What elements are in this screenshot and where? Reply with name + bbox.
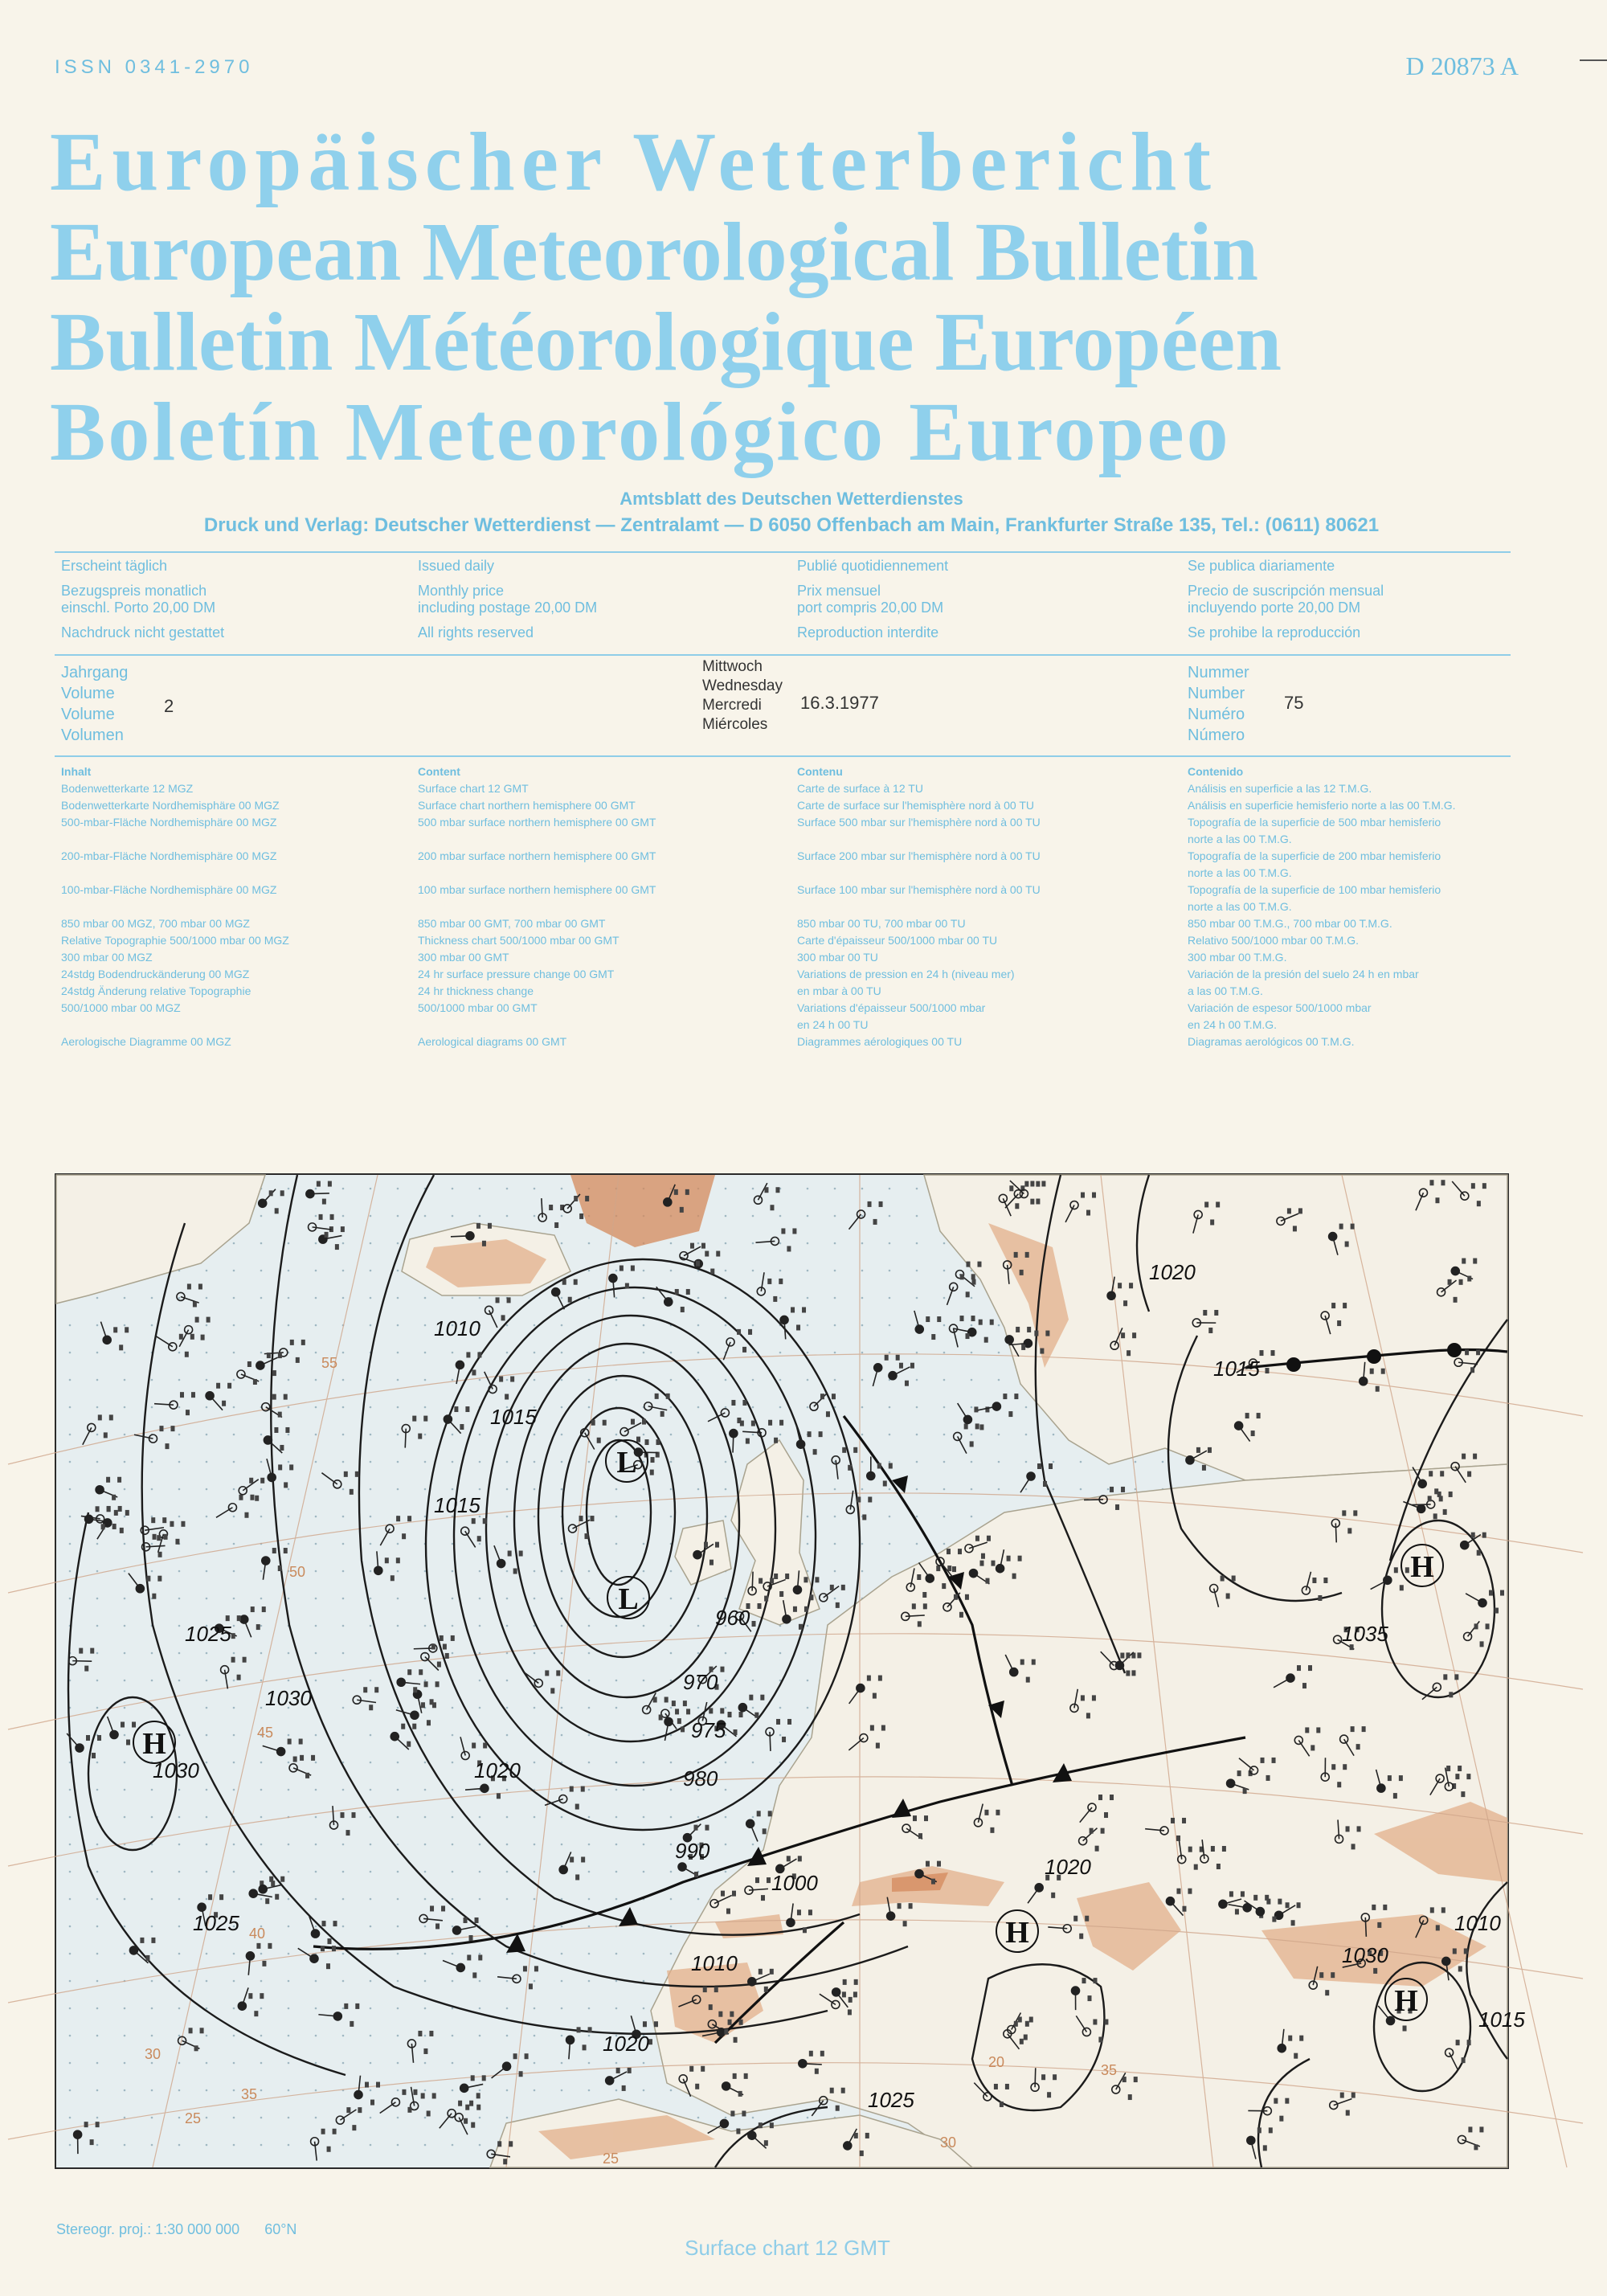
volume-label: Jahrgang [61,664,129,681]
contents-item: 24 hr thickness change [418,984,534,997]
info-line: Reproduction interdite [797,624,939,641]
surface-weather-map [55,1173,1525,2169]
isobar-label: 990 [675,1839,710,1863]
isobar-label: 1015 [1213,1357,1260,1381]
issn-number: ISSN 0341-2970 [55,56,254,78]
contents-item: 24stdg Bodendruckänderung 00 MGZ [61,968,250,980]
contents-item: Diagramas aerológicos 00 T.M.G. [1188,1035,1355,1048]
info-line: Erscheint täglich [61,558,168,574]
info-line: including postage 20,00 DM [418,600,598,616]
weekday-labels [702,657,783,735]
info-line: Prix mensuel [797,583,881,599]
volume-labels [61,662,128,746]
info-french [797,558,948,641]
contents-item [418,898,763,915]
contents-item: en 24 h 00 TU [797,1018,869,1031]
contents-item [61,1017,407,1033]
contents-item: Variación de espesor 500/1000 mbar [1188,1001,1372,1014]
number-label: Nummer [1188,664,1249,681]
contents-item: 500-mbar-Fläche Nordhemisphäre 00 MGZ [61,816,277,829]
contents-item: Diagrammes aérologiques 00 TU [797,1035,963,1048]
contents-item: Carte d'épaisseur 500/1000 mbar 00 TU [797,934,998,947]
contents-item [797,898,1143,915]
info-line: port compris 20,00 DM [797,600,944,616]
isobar-label: 1030 [1342,1943,1388,1967]
latitude-label: 55 [321,1355,338,1371]
volume-label: Volume [61,685,115,702]
center-letter: H [142,1727,166,1761]
info-spanish [1188,558,1384,641]
contents-item: Topografía de la superficie de 100 mbar hemisferio [1188,883,1441,896]
contents-item [418,831,763,848]
info-german [61,558,224,641]
map-caption: Surface chart 12 GMT [685,2236,890,2260]
isobar-label: 1010 [1454,1911,1501,1935]
official-gazette-line: Amtsblatt des Deutschen Wetterdienstes [619,489,963,509]
center-letter: L [618,1582,639,1616]
projection-label: Stereogr. proj.: 1:30 000 000 [56,2221,240,2237]
number-label: Número [1188,726,1245,744]
contents-item: 100-mbar-Fläche Nordhemisphäre 00 MGZ [61,883,277,896]
front-bump [1447,1343,1462,1357]
weekday-label: Mittwoch [702,658,763,675]
info-line: All rights reserved [418,624,534,641]
contents-item: 24 hr surface pressure change 00 GMT [418,968,615,980]
info-english [418,558,597,641]
contents-item: Bodenwetterkarte 12 MGZ [61,782,194,795]
title-german: Europäischer Wetterbericht [50,116,1217,208]
contents-item: norte a las 00 T.M.G. [1188,900,1292,913]
latitude-label: 40 [249,1926,266,1942]
issue-date: 16.3.1977 [800,693,879,713]
contents-item: 850 mbar 00 T.M.G., 700 mbar 00 T.M.G. [1188,917,1392,930]
isobar-label: 1020 [1149,1260,1196,1284]
volume-label: Volume [61,706,115,723]
isobar-label: 1020 [603,2032,649,2056]
contents-item: Aerologische Diagramme 00 MGZ [61,1035,231,1048]
latitude-label: 20 [988,2054,1005,2070]
contents-item: 300 mbar 00 MGZ [61,951,153,964]
isobar-label: 1015 [434,1493,480,1517]
isobar-label: 1030 [153,1758,199,1782]
issue-number: 75 [1284,693,1304,713]
info-line: Issued daily [418,558,495,574]
info-line: Nachdruck nicht gestattet [61,624,225,641]
title-english: European Meteorological Bulletin [50,206,1259,298]
isobar-label: 1020 [1045,1855,1091,1879]
isobar-label: 1020 [474,1758,521,1782]
number-label: Number [1188,685,1245,702]
contents-item: Variations de pression en 24 h (niveau mer) [797,968,1015,980]
contents-item: Surface 100 mbar sur l'hemisphère nord à 00 TU [797,883,1041,896]
contents-item: 100 mbar surface northern hemisphere 00 GMT [418,883,656,896]
contents-item: 300 mbar 00 T.M.G. [1188,951,1287,964]
contents-heading: Inhalt [61,765,92,778]
contents-item: 300 mbar 00 TU [797,951,878,964]
info-line: einschl. Porto 20,00 DM [61,600,216,616]
contents-item: Carte de surface sur l'hemisphère nord à 00 TU [797,799,1035,812]
latitude-label: 25 [185,2110,202,2126]
info-line: Monthly price [418,583,505,599]
contents-item: 300 mbar 00 GMT [418,951,509,964]
contents-item: Relativo 500/1000 mbar 00 T.M.G. [1188,934,1359,947]
contents-item: Variations d'épaisseur 500/1000 mbar [797,1001,986,1014]
info-line: Precio de suscripción mensual [1188,583,1384,599]
isobar-label: 1015 [1478,2007,1525,2032]
contents-item: 500 mbar surface northern hemisphere 00 GMT [418,816,656,829]
latitude-label: 35 [241,2086,258,2102]
contents-item [61,898,407,915]
contents-item: norte a las 00 T.M.G. [1188,866,1292,879]
center-letter: H [1410,1550,1434,1584]
contents-item: norte a las 00 T.M.G. [1188,833,1292,845]
contents-item: 200 mbar surface northern hemisphere 00 GMT [418,849,656,862]
isobar-label: 960 [715,1606,750,1630]
contents-item [61,865,407,882]
contents-item: Surface chart 12 GMT [418,782,529,795]
contents-item: Surface 500 mbar sur l'hemisphère nord à 00 TU [797,816,1041,829]
divider [55,551,1511,553]
info-line: Se publica diariamente [1188,558,1335,574]
info-line: Se prohibe la reproducción [1188,624,1361,641]
info-line: Publié quotidiennement [797,558,949,574]
contents-item: Surface 200 mbar sur l'hemisphère nord à 00 TU [797,849,1041,862]
contents-item: 200-mbar-Fläche Nordhemisphäre 00 MGZ [61,849,277,862]
contents-item: Análisis en superficie a las 12 T.M.G. [1188,782,1372,795]
latitude-label: 30 [145,2046,162,2062]
number-label: Numéro [1188,706,1245,723]
margin-tick [1580,59,1607,61]
contents-item: Aerological diagrams 00 GMT [418,1035,567,1048]
isobar-label: 975 [691,1718,726,1742]
contents-item: a las 00 T.M.G. [1188,984,1263,997]
contents-item: en mbar à 00 TU [797,984,881,997]
contents-heading: Contenu [797,765,843,778]
document-number: D 20873 A [1405,51,1519,80]
isobar-label: 1025 [193,1911,239,1935]
contents-item: Surface chart northern hemisphere 00 GMT [418,799,636,812]
center-letter: H [1394,1984,1418,2018]
contents-item: Bodenwetterkarte Nordhemisphäre 00 MGZ [61,799,280,812]
contents-item [797,865,1143,882]
contents-item: 850 mbar 00 TU, 700 mbar 00 TU [797,917,966,930]
contents-item: 850 mbar 00 GMT, 700 mbar 00 GMT [418,917,606,930]
weekday-label: Wednesday [702,677,783,694]
volume-value: 2 [164,696,174,716]
info-line: incluyendo porte 20,00 DM [1188,600,1361,616]
isobar-label: 1025 [185,1622,231,1646]
center-letter: H [1005,1916,1029,1950]
weekday-label: Mercredi [702,697,762,714]
contents-item [61,831,407,848]
contents-german [61,763,407,1050]
isobar-label: 1035 [1342,1622,1388,1646]
weekday-label: Miércoles [702,716,768,733]
isobar-label: 1015 [490,1405,537,1429]
latitude-label: 50 [289,1564,306,1580]
contents-item: 850 mbar 00 MGZ, 700 mbar 00 MGZ [61,917,250,930]
latitude-label: 25 [603,2151,619,2167]
contents-spanish [1188,763,1533,1050]
contents-french [797,763,1143,1050]
reference-latitude: 60°N [264,2221,297,2237]
contents-heading: Content [418,765,460,778]
isobar-label: 1010 [434,1316,480,1340]
contents-item: Topografía de la superficie de 200 mbar hemisferio [1188,849,1441,862]
contents-item: Variación de la presión del suelo 24 h en mbar [1188,968,1419,980]
contents-item: Relative Topographie 500/1000 mbar 00 MGZ [61,934,289,947]
contents-heading: Contenido [1188,765,1244,778]
contents-item [418,1017,763,1033]
divider [55,755,1511,757]
contents-item: 24stdg Änderung relative Topographie [61,984,251,997]
latitude-label: 30 [940,2134,957,2151]
front-bump [1286,1357,1301,1372]
contents-item: 500/1000 mbar 00 MGZ [61,1001,181,1014]
center-letter: L [616,1446,637,1480]
contents-item [418,865,763,882]
isobar-label: 1000 [771,1871,818,1895]
isobar-label: 1025 [868,2088,914,2112]
isobar-label: 970 [683,1670,718,1694]
contents-item: Análisis en superficie hemisferio norte a las 00 T.M.G. [1188,799,1456,812]
isobar-label: 980 [683,1766,718,1791]
title-french: Bulletin Météorologique Européen [50,296,1282,388]
contents-item: 500/1000 mbar 00 GMT [418,1001,538,1014]
info-line: Bezugspreis monatlich [61,583,207,599]
contents-item [797,831,1143,848]
contents-english [418,763,763,1050]
isobar-label: 1030 [265,1686,312,1710]
contents-item: en 24 h 00 T.M.G. [1188,1018,1278,1031]
contents-item: Thickness chart 500/1000 mbar 00 GMT [418,934,619,947]
front-bump [1367,1349,1381,1364]
latitude-label: 35 [1101,2062,1118,2078]
volume-label: Volumen [61,726,124,744]
latitude-label: 45 [257,1725,274,1741]
isobar-label: 1010 [691,1951,738,1975]
title-spanish: Boletín Meteorológico Europeo [50,386,1231,478]
number-labels [1188,662,1249,746]
divider [55,654,1511,656]
publisher-line: Druck und Verlag: Deutscher Wetterdienst — Zentralamt — D 6050 Offenbach am Main, Frankfurter Straße 135, Tel.: (0611) 80621 [203,514,1380,536]
contents-item: Topografía de la superficie de 500 mbar hemisferio [1188,816,1441,829]
contents-item: Carte de surface à 12 TU [797,782,923,795]
